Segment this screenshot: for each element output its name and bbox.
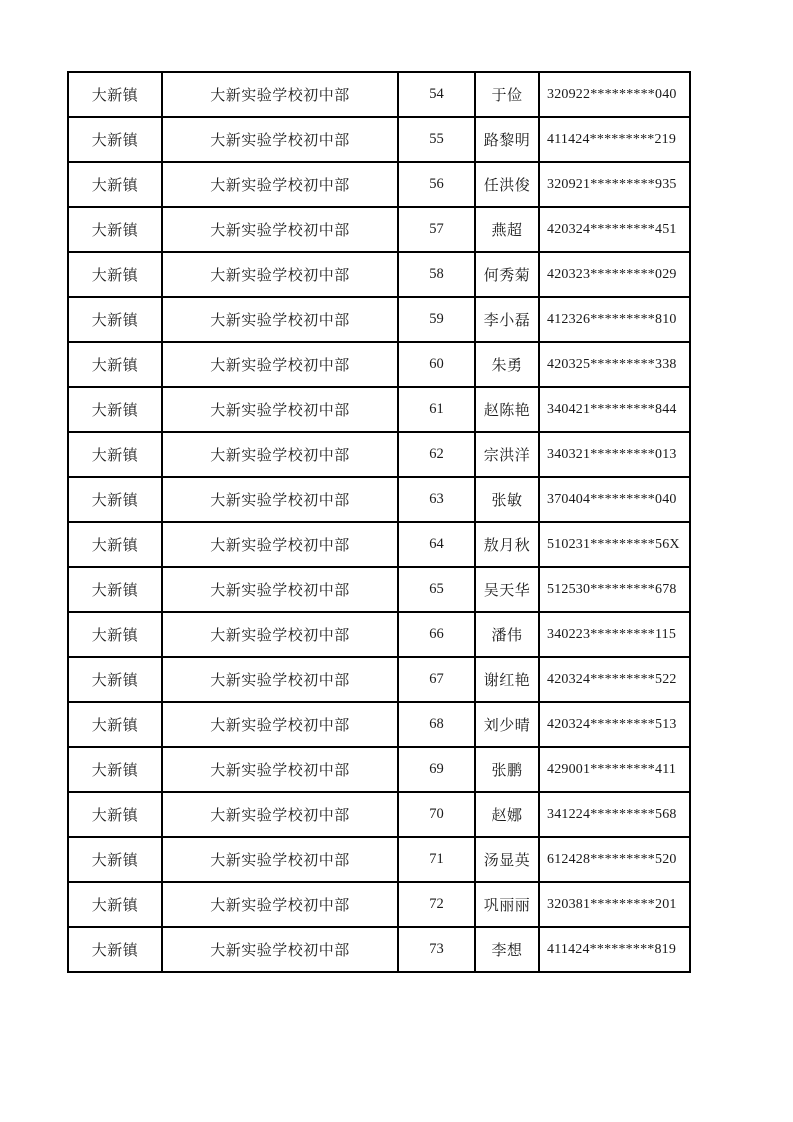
table-row — [68, 252, 690, 297]
cell-school: 大新实验学校初中部 — [162, 477, 398, 522]
cell-town: 大新镇 — [68, 657, 162, 702]
cell-town: 大新镇 — [68, 252, 162, 297]
cell-town: 大新镇 — [68, 882, 162, 927]
cell-id-number: 420324*********513 — [539, 702, 690, 747]
cell-id-number: 420323*********029 — [539, 252, 690, 297]
cell-town: 大新镇 — [68, 567, 162, 612]
cell-number: 60 — [398, 342, 475, 387]
cell-name: 李小磊 — [475, 297, 539, 342]
cell-name: 谢红艳 — [475, 657, 539, 702]
cell-number: 68 — [398, 702, 475, 747]
table-row — [68, 927, 690, 972]
cell-id-number: 370404*********040 — [539, 477, 690, 522]
cell-number: 65 — [398, 567, 475, 612]
cell-name: 何秀菊 — [475, 252, 539, 297]
cell-number: 73 — [398, 927, 475, 972]
table-row — [68, 882, 690, 927]
cell-id-number: 420324*********451 — [539, 207, 690, 252]
cell-id-number: 412326*********810 — [539, 297, 690, 342]
cell-number: 70 — [398, 792, 475, 837]
cell-number: 56 — [398, 162, 475, 207]
cell-school: 大新实验学校初中部 — [162, 747, 398, 792]
cell-id-number: 341224*********568 — [539, 792, 690, 837]
cell-number: 59 — [398, 297, 475, 342]
table-row — [68, 117, 690, 162]
cell-name: 任洪俊 — [475, 162, 539, 207]
cell-school: 大新实验学校初中部 — [162, 117, 398, 162]
cell-number: 63 — [398, 477, 475, 522]
cell-id-number: 612428*********520 — [539, 837, 690, 882]
cell-id-number: 320922*********040 — [539, 72, 690, 117]
cell-id-number: 340223*********115 — [539, 612, 690, 657]
cell-town: 大新镇 — [68, 432, 162, 477]
cell-number: 72 — [398, 882, 475, 927]
cell-id-number: 411424*********219 — [539, 117, 690, 162]
cell-number: 62 — [398, 432, 475, 477]
cell-id-number: 320381*********201 — [539, 882, 690, 927]
table-row — [68, 837, 690, 882]
cell-school: 大新实验学校初中部 — [162, 567, 398, 612]
cell-town: 大新镇 — [68, 927, 162, 972]
cell-name: 潘伟 — [475, 612, 539, 657]
cell-name: 巩丽丽 — [475, 882, 539, 927]
table-row — [68, 387, 690, 432]
cell-id-number: 429001*********411 — [539, 747, 690, 792]
cell-id-number: 510231*********56X — [539, 522, 690, 567]
cell-town: 大新镇 — [68, 162, 162, 207]
cell-school: 大新实验学校初中部 — [162, 702, 398, 747]
table-row — [68, 657, 690, 702]
cell-id-number: 411424*********819 — [539, 927, 690, 972]
cell-town: 大新镇 — [68, 522, 162, 567]
table-row — [68, 342, 690, 387]
cell-name: 燕超 — [475, 207, 539, 252]
cell-school: 大新实验学校初中部 — [162, 657, 398, 702]
cell-school: 大新实验学校初中部 — [162, 432, 398, 477]
cell-town: 大新镇 — [68, 387, 162, 432]
cell-name: 吴天华 — [475, 567, 539, 612]
table-row — [68, 162, 690, 207]
cell-number: 55 — [398, 117, 475, 162]
cell-school: 大新实验学校初中部 — [162, 612, 398, 657]
cell-school: 大新实验学校初中部 — [162, 927, 398, 972]
table-row — [68, 522, 690, 567]
cell-id-number: 512530*********678 — [539, 567, 690, 612]
cell-school: 大新实验学校初中部 — [162, 72, 398, 117]
cell-name: 宗洪洋 — [475, 432, 539, 477]
table-row — [68, 702, 690, 747]
cell-name: 汤显英 — [475, 837, 539, 882]
cell-school: 大新实验学校初中部 — [162, 882, 398, 927]
cell-school: 大新实验学校初中部 — [162, 837, 398, 882]
cell-school: 大新实验学校初中部 — [162, 207, 398, 252]
cell-name: 路黎明 — [475, 117, 539, 162]
cell-number: 64 — [398, 522, 475, 567]
cell-town: 大新镇 — [68, 117, 162, 162]
cell-town: 大新镇 — [68, 477, 162, 522]
table-row — [68, 72, 690, 117]
cell-school: 大新实验学校初中部 — [162, 792, 398, 837]
table-row — [68, 612, 690, 657]
cell-town: 大新镇 — [68, 207, 162, 252]
cell-town: 大新镇 — [68, 297, 162, 342]
cell-name: 刘少晴 — [475, 702, 539, 747]
cell-number: 58 — [398, 252, 475, 297]
cell-school: 大新实验学校初中部 — [162, 522, 398, 567]
table-row — [68, 477, 690, 522]
table-row — [68, 297, 690, 342]
cell-id-number: 320921*********935 — [539, 162, 690, 207]
cell-id-number: 420324*********522 — [539, 657, 690, 702]
cell-town: 大新镇 — [68, 72, 162, 117]
cell-school: 大新实验学校初中部 — [162, 297, 398, 342]
table-row — [68, 567, 690, 612]
table-row — [68, 792, 690, 837]
cell-number: 57 — [398, 207, 475, 252]
cell-town: 大新镇 — [68, 837, 162, 882]
cell-name: 张鹏 — [475, 747, 539, 792]
cell-id-number: 340321*********013 — [539, 432, 690, 477]
cell-town: 大新镇 — [68, 747, 162, 792]
cell-school: 大新实验学校初中部 — [162, 342, 398, 387]
cell-town: 大新镇 — [68, 702, 162, 747]
cell-town: 大新镇 — [68, 612, 162, 657]
cell-school: 大新实验学校初中部 — [162, 162, 398, 207]
table-row — [68, 747, 690, 792]
table-body — [68, 72, 690, 972]
student-roster-table — [67, 71, 691, 973]
table-row — [68, 432, 690, 477]
cell-name: 朱勇 — [475, 342, 539, 387]
cell-name: 赵陈艳 — [475, 387, 539, 432]
cell-number: 66 — [398, 612, 475, 657]
cell-name: 赵娜 — [475, 792, 539, 837]
cell-name: 敖月秋 — [475, 522, 539, 567]
cell-town: 大新镇 — [68, 342, 162, 387]
cell-number: 67 — [398, 657, 475, 702]
cell-number: 61 — [398, 387, 475, 432]
cell-school: 大新实验学校初中部 — [162, 387, 398, 432]
cell-name: 于俭 — [475, 72, 539, 117]
cell-id-number: 420325*********338 — [539, 342, 690, 387]
cell-town: 大新镇 — [68, 792, 162, 837]
table-row — [68, 207, 690, 252]
cell-number: 69 — [398, 747, 475, 792]
cell-number: 71 — [398, 837, 475, 882]
cell-id-number: 340421*********844 — [539, 387, 690, 432]
cell-number: 54 — [398, 72, 475, 117]
cell-school: 大新实验学校初中部 — [162, 252, 398, 297]
cell-name: 李想 — [475, 927, 539, 972]
cell-name: 张敏 — [475, 477, 539, 522]
